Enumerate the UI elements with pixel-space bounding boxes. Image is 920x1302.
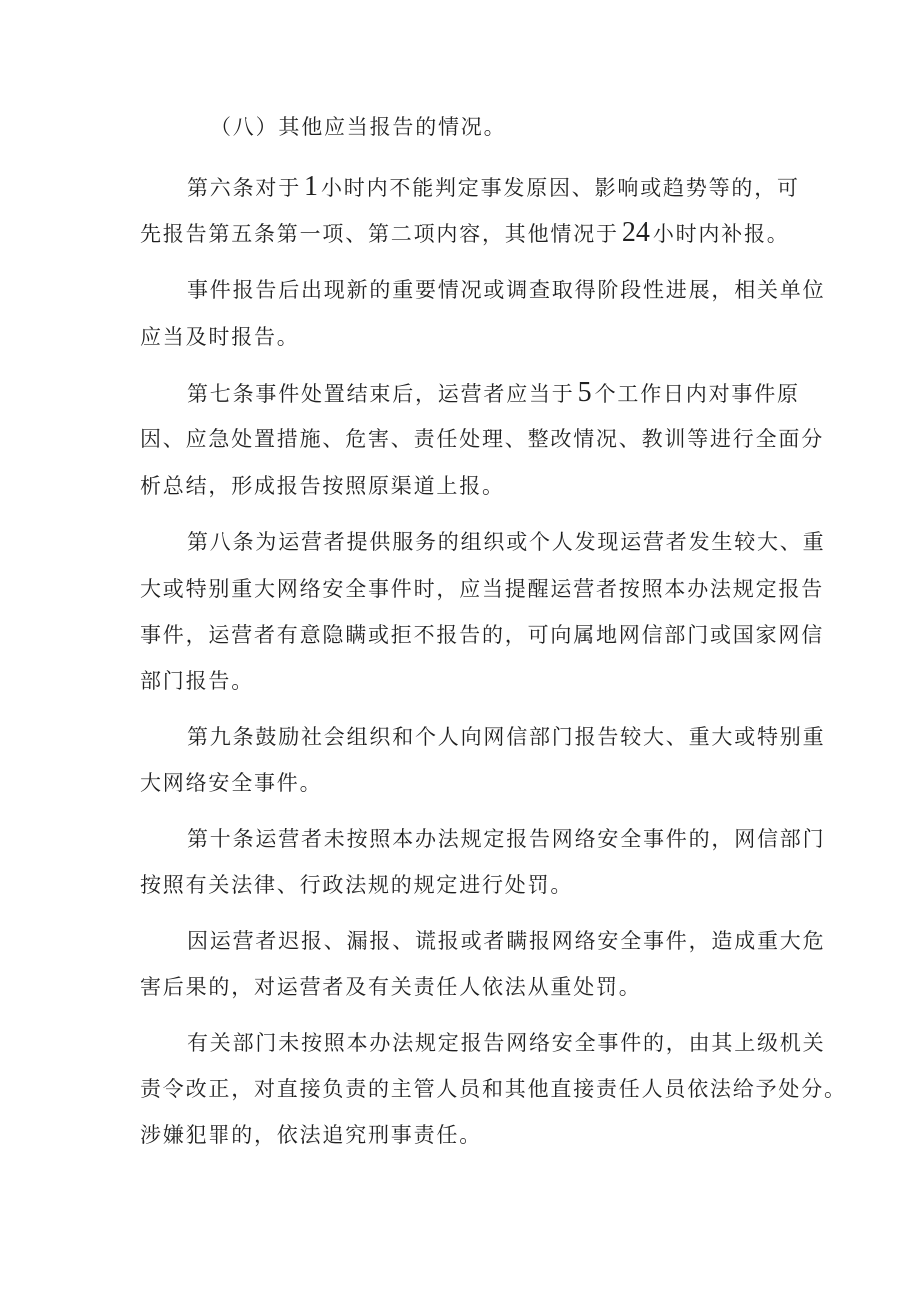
article-6-text: 小时内不能判定事发原因、影响或趋势等的，可: [321, 176, 800, 200]
item-8-line: （八）其他应当报告的情况。: [210, 115, 507, 139]
penalty-line-1: 因运营者迟报、漏报、谎报或者瞒报网络安全事件，造成重大危: [187, 929, 826, 953]
article-7-text: 个工作日内对事件原: [594, 382, 800, 406]
article-6-line-2: [140, 218, 790, 249]
penalty-line-2: 害后果的，对运营者及有关责任人依法从重处罚。: [140, 975, 642, 999]
article-6-text: 小时内补报。: [652, 222, 790, 246]
article-7-text: 第七条事件处置结束后，运营者应当于: [187, 382, 575, 406]
article-10-line-2: 按照有关法律、行政法规的规定进行处罚。: [140, 873, 574, 897]
article-8-line-1: 第八条为运营者提供服务的组织或个人发现运营者发生较大、重: [187, 530, 826, 554]
article-7-line-3: 析总结，形成报告按照原渠道上报。: [140, 474, 505, 498]
followup-line-1: 事件报告后出现新的重要情况或调查取得阶段性进展，相关单位: [187, 278, 826, 302]
article-7-line-1: [187, 378, 800, 409]
followup-line-2: 应当及时报告。: [140, 325, 300, 349]
superior-line-3: 涉嫌犯罪的，依法追究刑事责任。: [140, 1123, 482, 1147]
article-6-text: 第六条对于: [187, 176, 301, 200]
article-6-line-1: [187, 172, 800, 203]
article-8-line-2: 大或特别重大网络安全事件时，应当提醒运营者按照本办法规定报告: [140, 577, 824, 601]
article-6-text: 先报告第五条第一项、第二项内容，其他情况于: [140, 222, 619, 246]
article-7-number: 5: [577, 377, 592, 408]
superior-line-1: 有关部门未按照本办法规定报告网络安全事件的，由其上级机关: [187, 1031, 826, 1055]
article-8-line-4: 部门报告。: [140, 669, 254, 693]
article-10-line-1: 第十条运营者未按照本办法规定报告网络安全事件的，网信部门: [187, 827, 826, 851]
article-9-line-2: 大网络安全事件。: [140, 771, 323, 795]
article-6-number: 24: [621, 217, 650, 248]
article-9-line-1: 第九条鼓励社会组织和个人向网信部门报告较大、重大或特别重: [187, 725, 826, 749]
superior-line-2: 责令改正，对直接负责的主管人员和其他直接责任人员依法给予处分。: [140, 1077, 847, 1101]
article-8-line-3: 事件，运营者有意隐瞒或拒不报告的，可向属地网信部门或国家网信: [140, 623, 824, 647]
article-6-number: 1: [304, 171, 318, 202]
article-7-line-2: 因、应急处置措施、危害、责任处理、整改情况、教训等进行全面分: [140, 427, 824, 451]
